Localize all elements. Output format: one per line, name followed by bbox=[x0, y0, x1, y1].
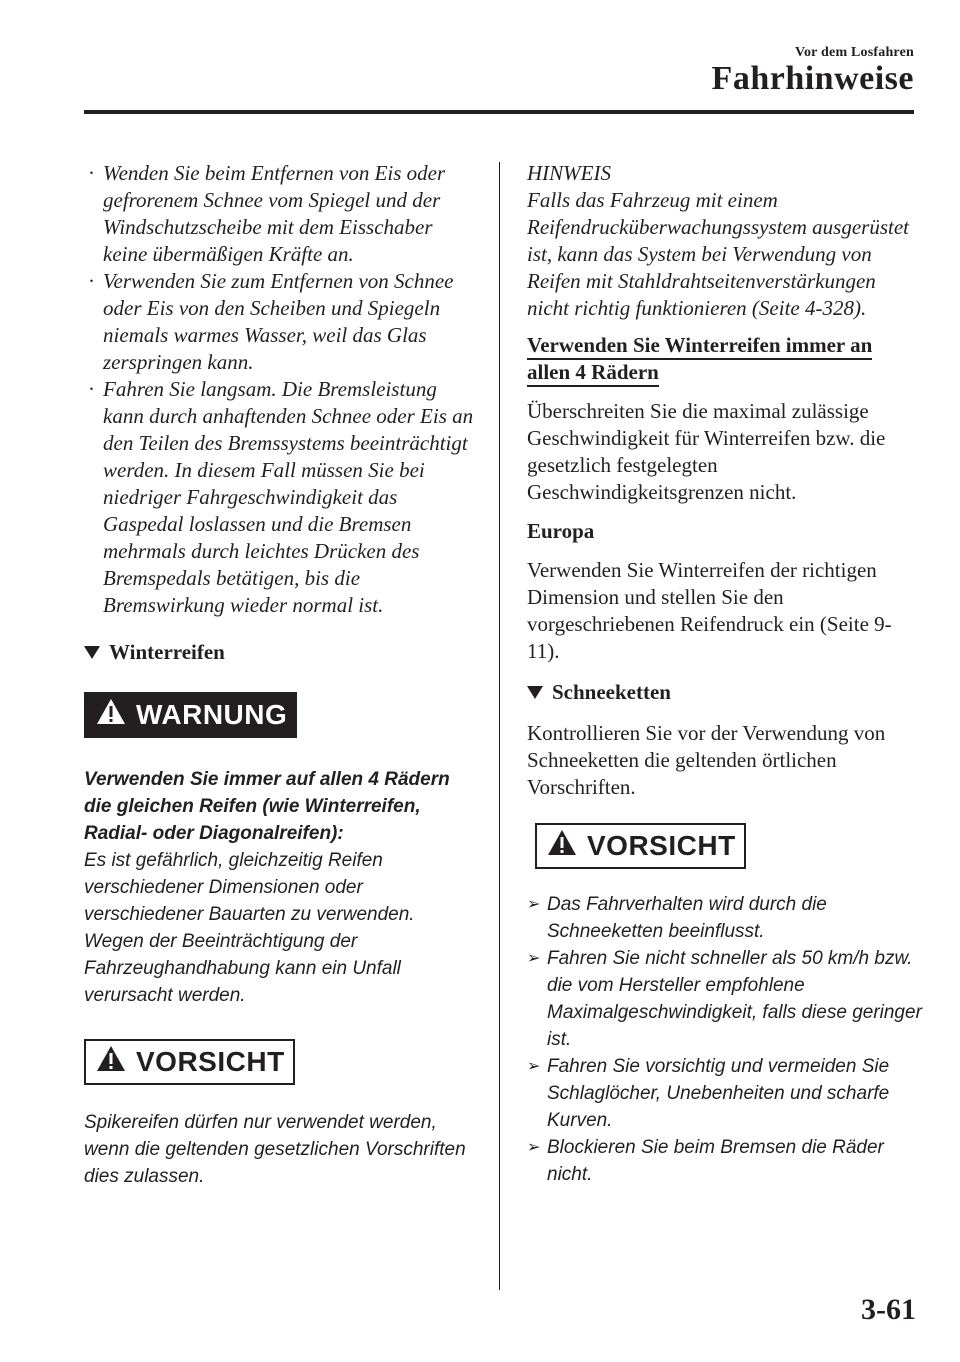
column-divider bbox=[499, 162, 500, 1290]
warning-text bbox=[84, 766, 476, 1009]
europe-label: Europa bbox=[527, 519, 595, 543]
list-item: · Verwenden Sie zum Entfernen von Schnee oder Eis von den Scheiben und Spiegeln niemals warmes Wasser, weil das Glas zerspringen kann. bbox=[88, 269, 454, 374]
winter-tires-heading: Winterreifen bbox=[84, 639, 476, 666]
snow-chain-caution-list bbox=[527, 891, 922, 1188]
note-text: Falls das Fahrzeug mit einem Reifendrucküberwachungssystem ausgerüstet ist, kann das System bei Verwendung von Reifen mit Stahldrahtseitenverstärkungen nicht richtig funktionieren (Seite 4-328). bbox=[527, 188, 910, 320]
bullet-dot-icon: · bbox=[88, 377, 95, 401]
arrow-right-icon: ➢ bbox=[527, 896, 541, 913]
winter-all-wheels-heading: Verwenden Sie Winterreifen immer an allen 4 Rädern bbox=[527, 332, 922, 386]
snow-chains-heading: Schneeketten bbox=[527, 679, 922, 706]
list-item: ➢ Blockieren Sie beim Bremsen die Räder nicht. bbox=[527, 1134, 922, 1188]
page-number: 3-61 bbox=[861, 1293, 916, 1326]
warning-badge: WARNUNG bbox=[84, 692, 297, 738]
warning-bold-statement: Verwenden Sie immer auf allen 4 Rädern die gleichen Reifen (wie Winterreifen, Radial- oder Diagonalreifen): bbox=[84, 769, 450, 844]
left-column bbox=[84, 160, 476, 1190]
triangle-down-icon bbox=[84, 646, 100, 659]
caution-text: Spikereifen dürfen nur verwendet werden, wenn die geltenden gesetzlichen Vorschriften dies zulassen. bbox=[84, 1112, 466, 1187]
list-item: ➢ Das Fahrverhalten wird durch die Schneeketten beeinflusst. bbox=[527, 891, 922, 945]
right-column bbox=[527, 160, 922, 1188]
running-header-title: Fahrhinweise bbox=[711, 60, 914, 97]
snow-chains-text: Kontrollieren Sie vor der Verwendung von Schneeketten die geltenden örtlichen Vorschriften. bbox=[527, 721, 886, 799]
arrow-right-icon: ➢ bbox=[527, 1139, 541, 1156]
warning-triangle-icon bbox=[96, 1045, 126, 1079]
bullet-dot-icon: · bbox=[88, 269, 95, 293]
speed-limit-text: Überschreiten Sie die maximal zulässige Geschwindigkeit für Winterreifen bzw. die gesetzlich festgelegten Geschwindigkeitsgrenzen nicht. bbox=[527, 399, 886, 504]
list-item: ➢ Fahren Sie nicht schneller als 50 km/h bzw. die vom Hersteller empfohlene Maximalgeschwindigkeit, falls diese geringer ist. bbox=[527, 945, 922, 1053]
list-item: · Wenden Sie beim Entfernen von Eis oder gefrorenem Schnee vom Spiegel und der Windschutzscheibe mit dem Eisschaber keine übermäßigen Kräfte an. bbox=[88, 161, 446, 266]
warning-triangle-icon bbox=[96, 698, 126, 732]
ice-removal-list bbox=[84, 160, 476, 619]
europe-text: Verwenden Sie Winterreifen der richtigen Dimension und stellen Sie den vorgeschriebenen Reifendruck ein (Seite 9-11). bbox=[527, 558, 892, 663]
list-item: · Fahren Sie langsam. Die Bremsleistung kann durch anhaftenden Schnee oder Eis an den Teilen des Bremssystems beeinträchtigt werden. In diesem Fall müssen Sie bei niedriger Fahrgeschwindigkeit das Gaspedal loslassen und die Bremsen mehrmals durch leichtes Drücken des Bremspedals betätigen, bis die Bremswirkung wieder normal ist. bbox=[88, 377, 474, 617]
list-item: ➢ Fahren Sie vorsichtig und vermeiden Sie Schlaglöcher, Unebenheiten und scharfe Kurven. bbox=[527, 1053, 922, 1134]
note-label: HINWEIS bbox=[527, 161, 611, 185]
running-header-section: Vor dem Losfahren bbox=[794, 45, 914, 60]
warning-triangle-icon bbox=[547, 829, 577, 863]
arrow-right-icon: ➢ bbox=[527, 1058, 541, 1075]
bullet-dot-icon: · bbox=[88, 161, 95, 185]
caution-badge: VORSICHT bbox=[84, 1039, 295, 1085]
warning-explanation: Es ist gefährlich, gleichzeitig Reifen verschiedener Dimensionen oder verschiedener Bauarten zu verwenden. Wegen der Beeinträchtigung der Fahrzeughandhabung kann ein Unfall verursacht werden. bbox=[84, 850, 415, 1006]
arrow-right-icon: ➢ bbox=[527, 950, 541, 967]
header-rule bbox=[84, 110, 914, 114]
caution-badge: VORSICHT bbox=[535, 823, 746, 869]
triangle-down-icon bbox=[527, 686, 543, 699]
